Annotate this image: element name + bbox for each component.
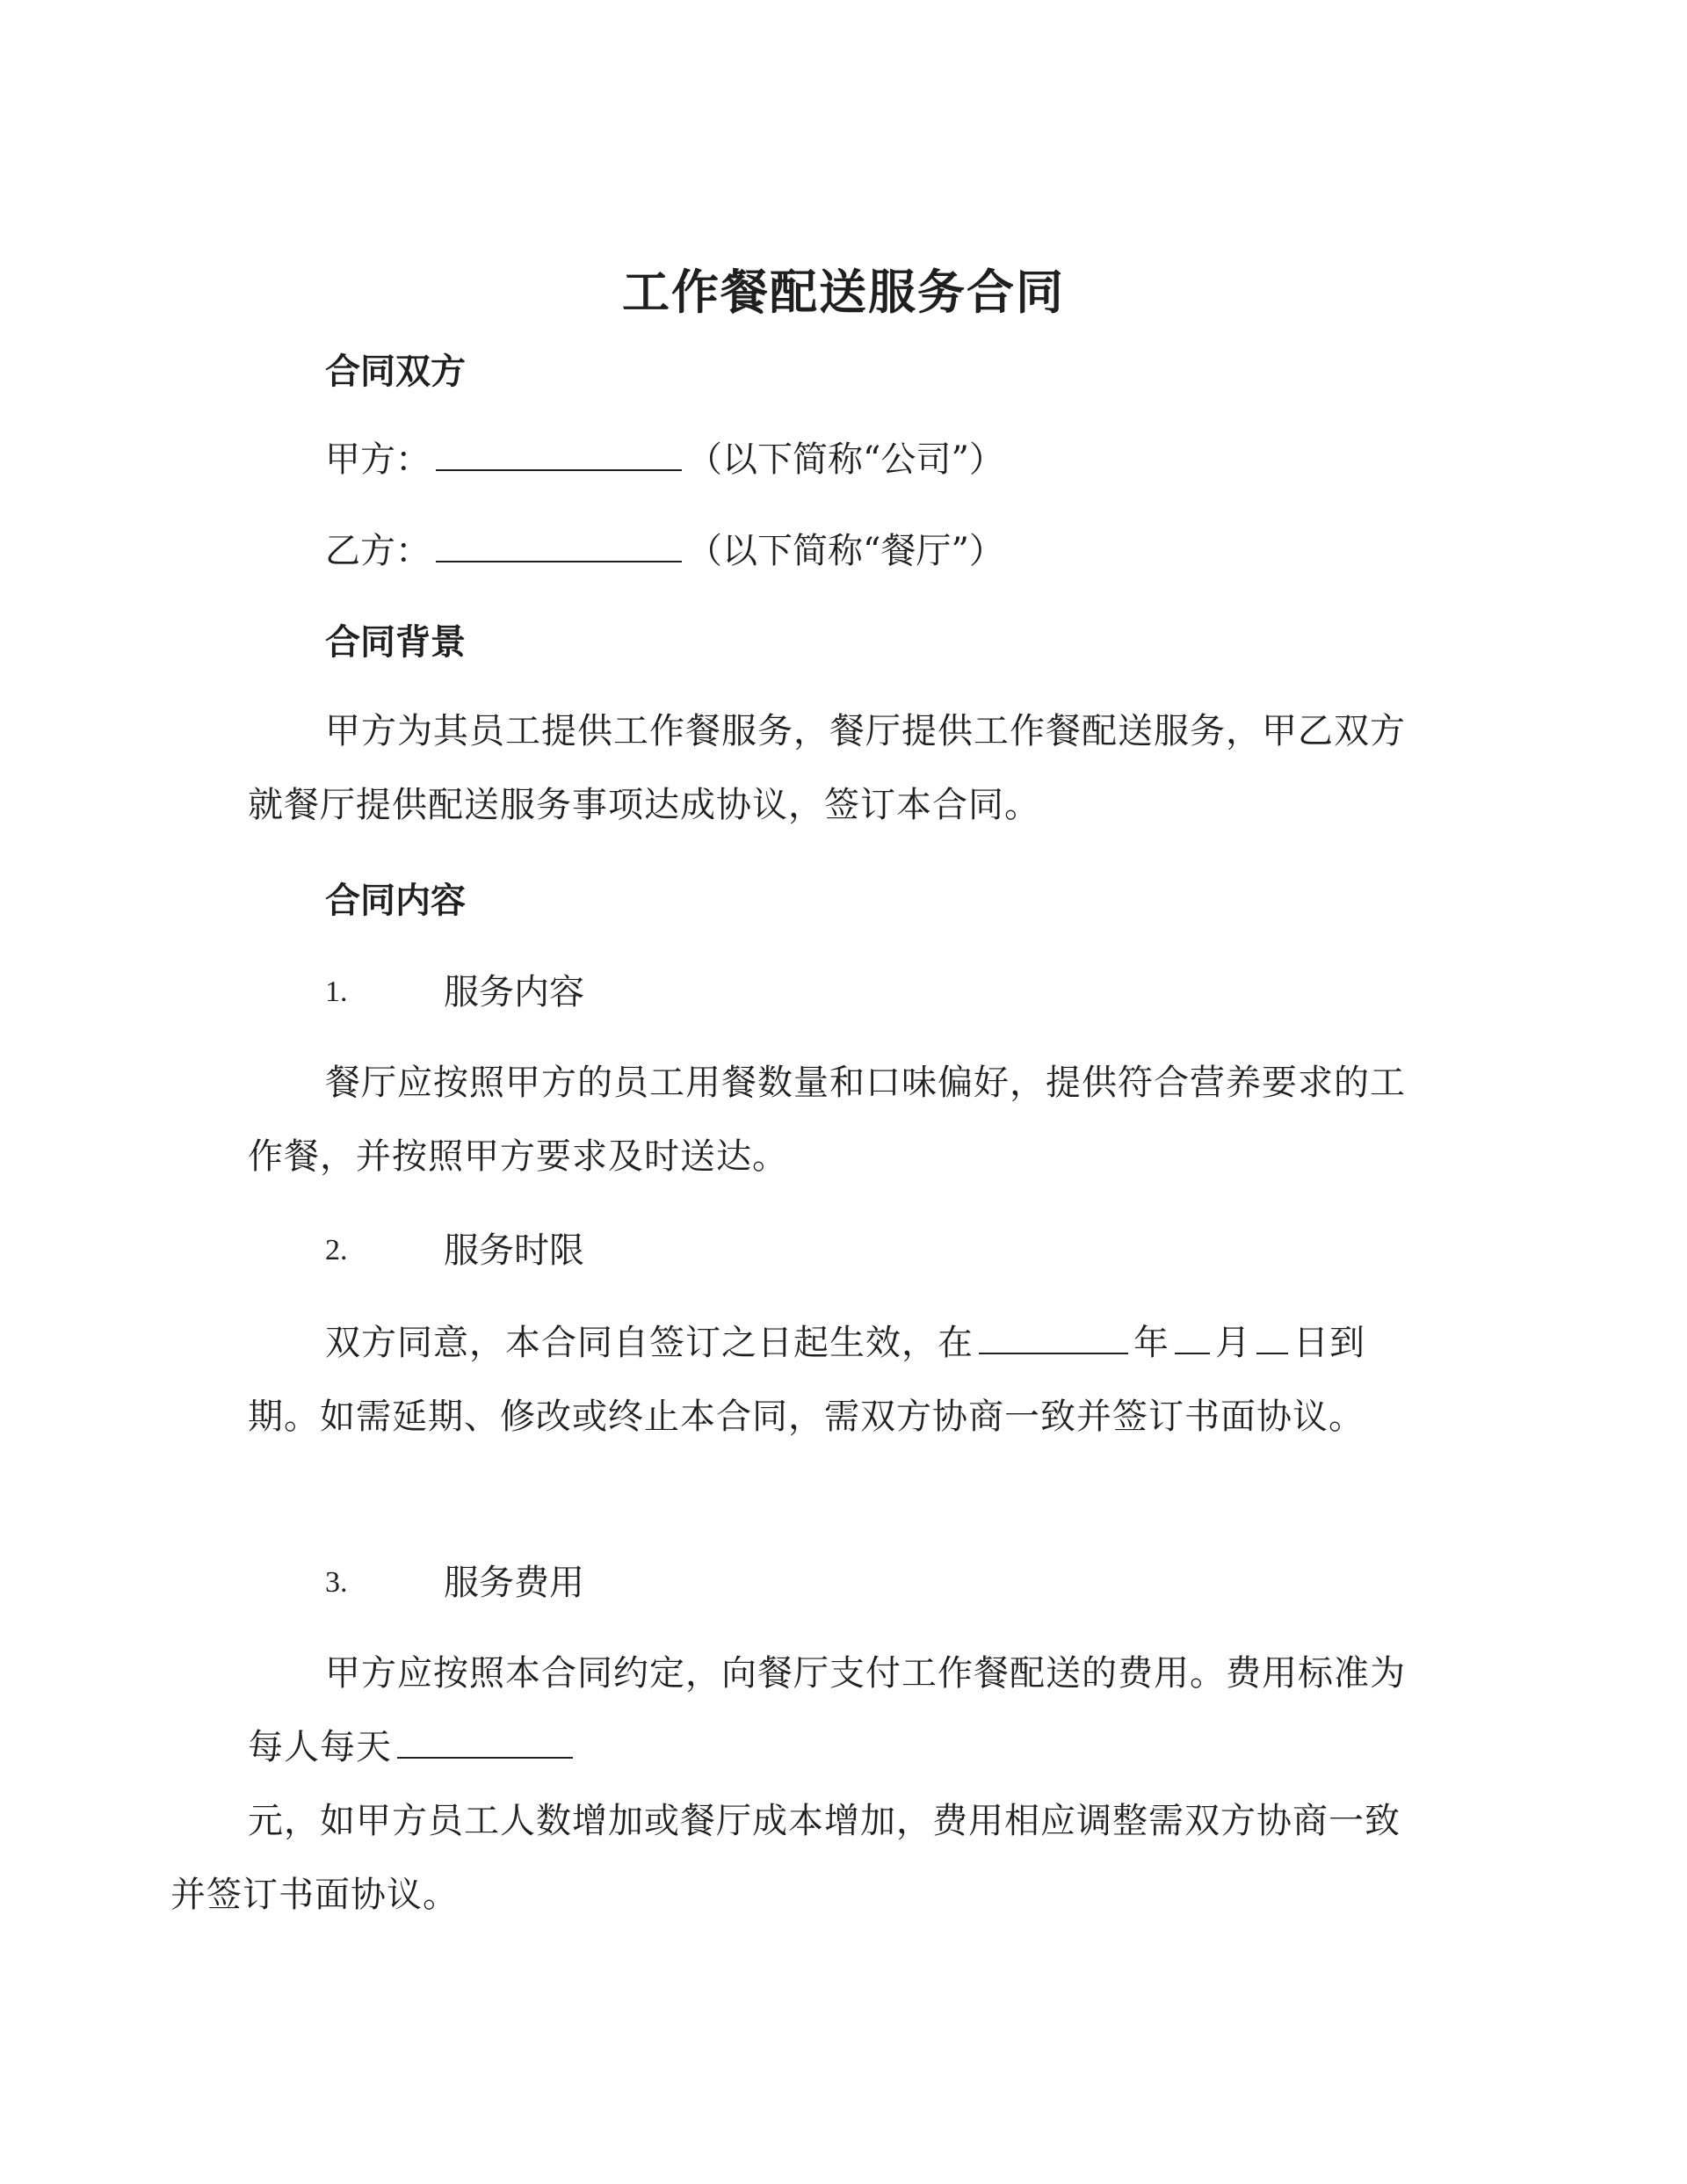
item2-text-a: 双方同意，本合同自签订之日起生效，在: [325, 1323, 974, 1363]
document-title: 工作餐配送服务合同: [622, 264, 1065, 320]
party-a-label: 甲方：: [325, 439, 431, 480]
item2-number: 2.: [325, 1234, 348, 1266]
year-label: 年: [1133, 1323, 1169, 1363]
content-heading: 合同内容: [325, 880, 466, 921]
item3-paragraph: [170, 1636, 1416, 1932]
month-label: 月: [1215, 1323, 1251, 1363]
item2-paragraph: [248, 1306, 1416, 1454]
item2-text-b: 日到期。如需延期、修改或终止本合同，需双方协商一致并签订书面协议。: [248, 1323, 1365, 1437]
day-blank: [1256, 1321, 1288, 1354]
item1-paragraph: 餐厅应按照甲方的员工用餐数量和口味偏好，提供符合营养要求的工作餐，并按照甲方要求及时送达。: [248, 1063, 1406, 1177]
background-heading: 合同背景: [325, 621, 466, 663]
item3-title: 服务费用: [444, 1563, 584, 1603]
party-b-label: 乙方：: [325, 531, 431, 571]
item2-title: 服务时限: [444, 1230, 584, 1271]
item3-text-a: 甲方应按照本合同约定，向餐厅支付工作餐配送的费用。费用标准为每人每天: [248, 1653, 1406, 1767]
year-blank: [979, 1321, 1128, 1354]
party-b-note: （以下简称“餐厅”）: [687, 531, 1004, 571]
party-a-line: [325, 438, 1004, 482]
party-a-blank: [436, 438, 682, 471]
item3-number: 3.: [325, 1566, 348, 1599]
fee-blank: [397, 1725, 573, 1759]
party-b-blank: [436, 529, 682, 562]
item3-text-b: 元，如甲方员工人数增加或餐厅成本增加，费用相应调整需双方协商一致并签订书面协议。: [170, 1801, 1401, 1915]
item1-title: 服务内容: [444, 972, 584, 1012]
background-paragraph: 甲方为其员工提供工作餐服务，餐厅提供工作餐配送服务，甲乙双方就餐厅提供配送服务事项达成协议，签订本合同。: [248, 711, 1406, 825]
party-b-line: [325, 529, 1004, 573]
item1-number: 1.: [325, 976, 348, 1008]
parties-heading: 合同双方: [325, 351, 466, 392]
month-blank: [1175, 1321, 1210, 1354]
party-a-note: （以下简称“公司”）: [687, 439, 1004, 480]
